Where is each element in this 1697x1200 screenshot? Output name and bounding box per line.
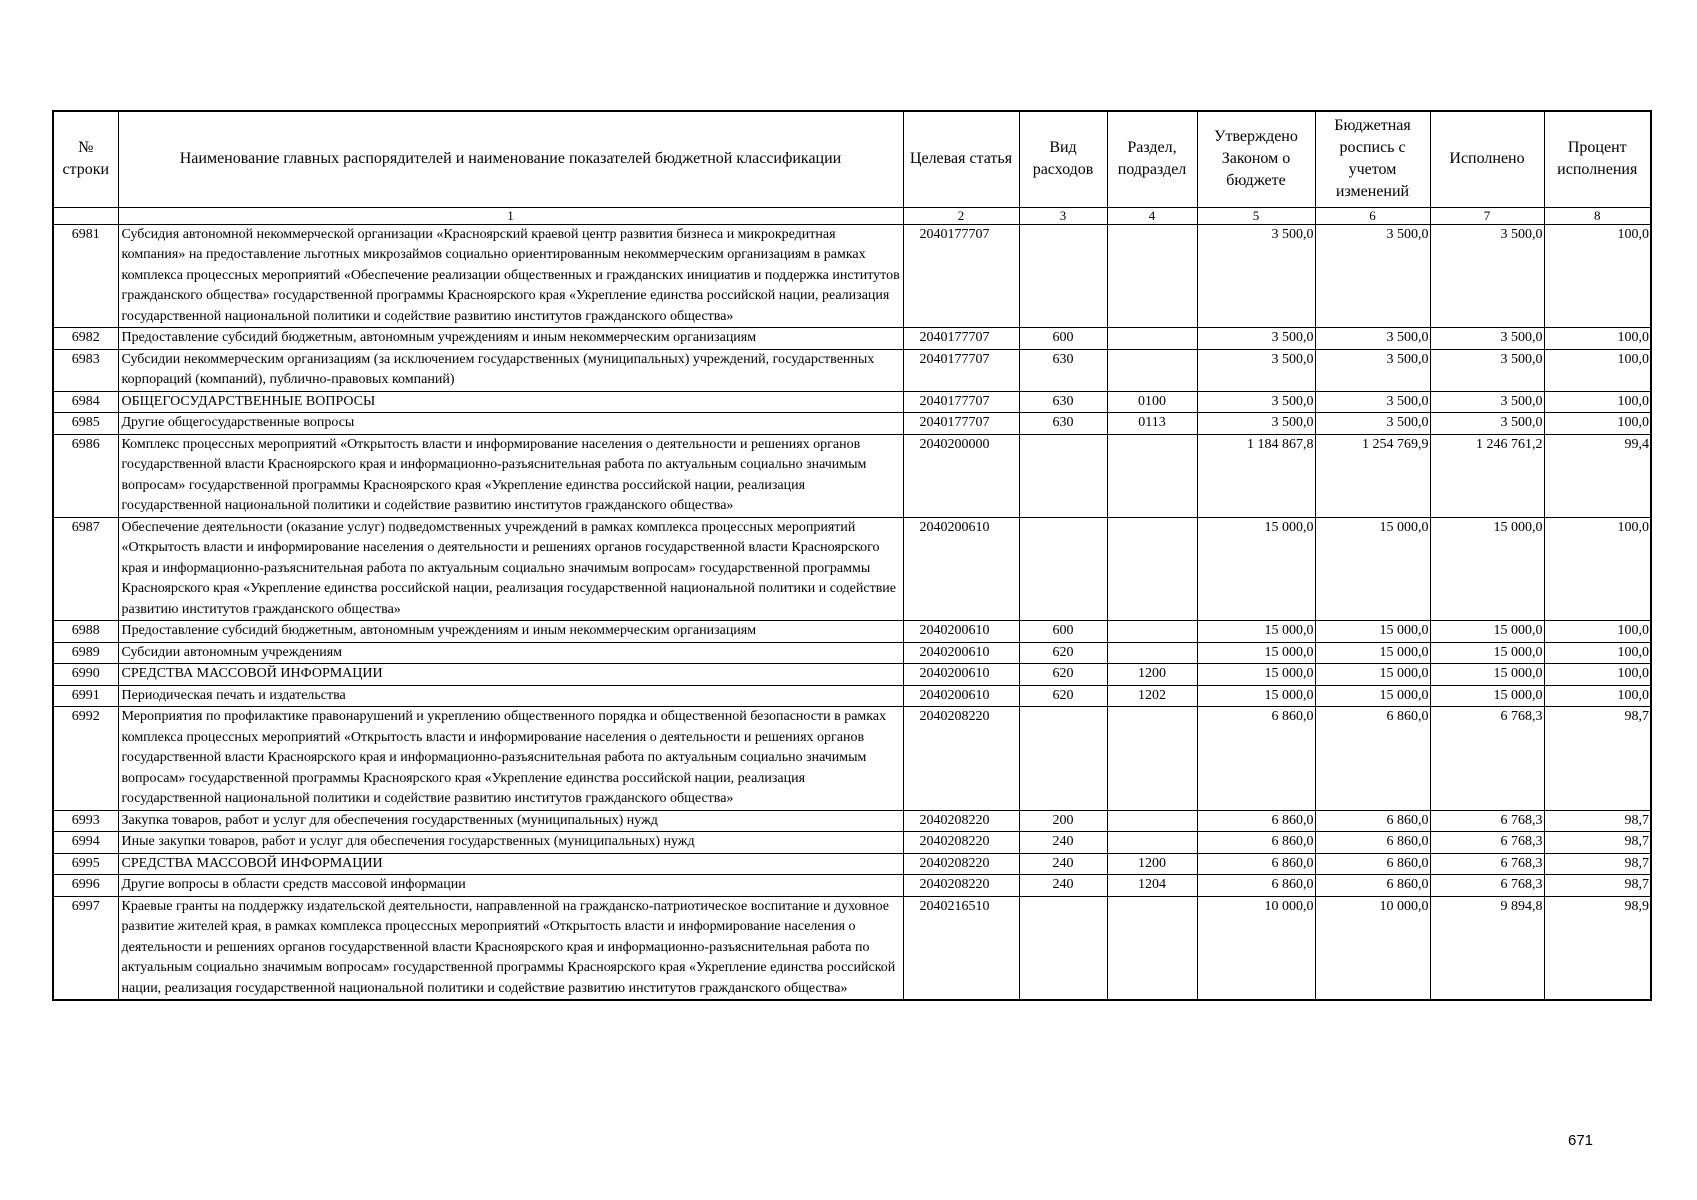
executed-amount-cell: 9 894,8: [1430, 896, 1544, 1000]
name-cell: Периодическая печать и издательства: [118, 685, 903, 707]
executed-amount-cell: 6 768,3: [1430, 810, 1544, 832]
header-row-number: № строки: [53, 111, 118, 207]
approved-amount-cell: 3 500,0: [1197, 328, 1315, 350]
name-cell: Другие общегосударственные вопросы: [118, 413, 903, 435]
target-article-cell: 2040208220: [903, 810, 1019, 832]
executed-amount-cell: 15 000,0: [1430, 621, 1544, 643]
percent-cell: 100,0: [1544, 664, 1651, 686]
name-cell: Мероприятия по профилактике правонарушений и укреплению общественного порядка и общественной безопасности в рамках комплекса процессных мероприятий «Открытость власти и информирование населения о деятельности и решениях органов государственной власти Красноярского края и информационно-разъяснительная работа по актуальным социально значимым вопросам» государственной программы Красноярского края «Укрепление единства российской нации, реализация государственной национальной политики и содействие развитию институтов гражданского общества»: [118, 707, 903, 811]
expense-kind-cell: 600: [1019, 621, 1107, 643]
expense-kind-cell: 200: [1019, 810, 1107, 832]
section-cell: 1204: [1107, 875, 1197, 897]
percent-cell: 100,0: [1544, 349, 1651, 391]
row-number-cell: 6995: [53, 853, 118, 875]
budget-amount-cell: 6 860,0: [1315, 853, 1430, 875]
expense-kind-cell: [1019, 434, 1107, 517]
row-number-cell: 6983: [53, 349, 118, 391]
column-number: 7: [1430, 207, 1544, 224]
approved-amount-cell: 3 500,0: [1197, 413, 1315, 435]
row-number-cell: 6986: [53, 434, 118, 517]
budget-amount-cell: 3 500,0: [1315, 328, 1430, 350]
table-row: [53, 413, 1651, 435]
table-row: [53, 896, 1651, 1000]
target-article-cell: 2040200610: [903, 685, 1019, 707]
executed-amount-cell: 1 246 761,2: [1430, 434, 1544, 517]
budget-amount-cell: 6 860,0: [1315, 832, 1430, 854]
executed-amount-cell: 3 500,0: [1430, 349, 1544, 391]
budget-amount-cell: 3 500,0: [1315, 391, 1430, 413]
header-name: Наименование главных распорядителей и наименование показателей бюджетной классификации: [118, 111, 903, 207]
target-article-cell: 2040208220: [903, 853, 1019, 875]
expense-kind-cell: 620: [1019, 685, 1107, 707]
table-row: [53, 391, 1651, 413]
executed-amount-cell: 6 768,3: [1430, 832, 1544, 854]
table-row: [53, 434, 1651, 517]
target-article-cell: 2040200610: [903, 621, 1019, 643]
target-article-cell: 2040208220: [903, 707, 1019, 811]
row-number-cell: 6985: [53, 413, 118, 435]
header-approved: Утверждено Законом о бюджете: [1197, 111, 1315, 207]
percent-cell: 98,9: [1544, 896, 1651, 1000]
expense-kind-cell: 620: [1019, 664, 1107, 686]
approved-amount-cell: 6 860,0: [1197, 832, 1315, 854]
percent-cell: 100,0: [1544, 391, 1651, 413]
column-number-row: [53, 207, 1651, 224]
name-cell: Краевые гранты на поддержку издательской деятельности, направленной на гражданско-патриотическое воспитание и духовное развитие жителей края, в рамках комплекса процессных мероприятий «Открытость власти и информирование населения о деятельности и решениях органов государственной власти Красноярского края и информационно-разъяснительная работа по актуальным социально значимым вопросам» государственной программы Красноярского края «Укрепление единства российской нации, реализация государственной национальной политики и содействие развитию институтов гражданского общества»: [118, 896, 903, 1000]
percent-cell: 99,4: [1544, 434, 1651, 517]
budget-amount-cell: 15 000,0: [1315, 621, 1430, 643]
executed-amount-cell: 3 500,0: [1430, 224, 1544, 328]
expense-kind-cell: 240: [1019, 853, 1107, 875]
name-cell: Обеспечение деятельности (оказание услуг) подведомственных учреждений в рамках комплекса процессных мероприятий «Открытость власти и информирование населения о деятельности и решениях органов государственной власти Красноярского края и информационно-разъяснительная работа по актуальным социально значимым вопросам» государственной программы Красноярского края «Укрепление единства российской нации, реализация государственной национальной политики и содействие развитию институтов гражданского общества»: [118, 517, 903, 621]
page-number: 671: [1568, 1132, 1594, 1149]
percent-cell: 100,0: [1544, 621, 1651, 643]
expense-kind-cell: [1019, 517, 1107, 621]
target-article-cell: 2040200610: [903, 664, 1019, 686]
table-row: [53, 642, 1651, 664]
approved-amount-cell: 6 860,0: [1197, 707, 1315, 811]
expense-kind-cell: [1019, 707, 1107, 811]
table-row: [53, 832, 1651, 854]
executed-amount-cell: 15 000,0: [1430, 664, 1544, 686]
budget-amount-cell: 3 500,0: [1315, 413, 1430, 435]
name-cell: Предоставление субсидий бюджетным, автономным учреждениям и иным некоммерческим организациям: [118, 621, 903, 643]
expense-kind-cell: 630: [1019, 349, 1107, 391]
table-row: [53, 875, 1651, 897]
column-number: 5: [1197, 207, 1315, 224]
row-number-cell: 6997: [53, 896, 118, 1000]
row-number-cell: 6992: [53, 707, 118, 811]
column-number: 4: [1107, 207, 1197, 224]
row-number-cell: 6989: [53, 642, 118, 664]
percent-cell: 100,0: [1544, 413, 1651, 435]
executed-amount-cell: 15 000,0: [1430, 642, 1544, 664]
executed-amount-cell: 15 000,0: [1430, 685, 1544, 707]
name-cell: Субсидии некоммерческим организациям (за исключением государственных (муниципальных) учреждений, государственных корпораций (компаний), публично-правовых компаний): [118, 349, 903, 391]
table-row: [53, 349, 1651, 391]
target-article-cell: 2040177707: [903, 391, 1019, 413]
percent-cell: 100,0: [1544, 328, 1651, 350]
header-budget-schedule: Бюджетная роспись с учетом изменений: [1315, 111, 1430, 207]
expense-kind-cell: 600: [1019, 328, 1107, 350]
table-row: [53, 328, 1651, 350]
section-cell: [1107, 434, 1197, 517]
expense-kind-cell: [1019, 896, 1107, 1000]
row-number-cell: 6988: [53, 621, 118, 643]
target-article-cell: 2040208220: [903, 875, 1019, 897]
budget-execution-table: [52, 110, 1652, 1001]
table-row: [53, 621, 1651, 643]
executed-amount-cell: 6 768,3: [1430, 853, 1544, 875]
approved-amount-cell: 3 500,0: [1197, 224, 1315, 328]
executed-amount-cell: 15 000,0: [1430, 517, 1544, 621]
section-cell: [1107, 642, 1197, 664]
section-cell: [1107, 832, 1197, 854]
table-row: [53, 517, 1651, 621]
section-cell: [1107, 224, 1197, 328]
target-article-cell: 2040177707: [903, 328, 1019, 350]
section-cell: [1107, 707, 1197, 811]
name-cell: Другие вопросы в области средств массовой информации: [118, 875, 903, 897]
table-header: [53, 111, 1651, 224]
column-number: [53, 207, 118, 224]
approved-amount-cell: 6 860,0: [1197, 810, 1315, 832]
header-percent: Процент исполнения: [1544, 111, 1651, 207]
section-cell: [1107, 517, 1197, 621]
row-number-cell: 6987: [53, 517, 118, 621]
target-article-cell: 2040177707: [903, 349, 1019, 391]
name-cell: СРЕДСТВА МАССОВОЙ ИНФОРМАЦИИ: [118, 853, 903, 875]
row-number-cell: 6993: [53, 810, 118, 832]
target-article-cell: 2040177707: [903, 413, 1019, 435]
expense-kind-cell: 240: [1019, 832, 1107, 854]
executed-amount-cell: 3 500,0: [1430, 413, 1544, 435]
row-number-cell: 6990: [53, 664, 118, 686]
approved-amount-cell: 6 860,0: [1197, 853, 1315, 875]
column-number: 8: [1544, 207, 1651, 224]
expense-kind-cell: 620: [1019, 642, 1107, 664]
approved-amount-cell: 3 500,0: [1197, 391, 1315, 413]
name-cell: СРЕДСТВА МАССОВОЙ ИНФОРМАЦИИ: [118, 664, 903, 686]
row-number-cell: 6991: [53, 685, 118, 707]
percent-cell: 98,7: [1544, 810, 1651, 832]
table-row: [53, 224, 1651, 328]
section-cell: [1107, 621, 1197, 643]
target-article-cell: 2040200000: [903, 434, 1019, 517]
section-cell: [1107, 810, 1197, 832]
header-expense-kind: Вид расходов: [1019, 111, 1107, 207]
row-number-cell: 6982: [53, 328, 118, 350]
name-cell: Закупка товаров, работ и услуг для обеспечения государственных (муниципальных) нужд: [118, 810, 903, 832]
name-cell: Субсидии автономным учреждениям: [118, 642, 903, 664]
name-cell: ОБЩЕГОСУДАРСТВЕННЫЕ ВОПРОСЫ: [118, 391, 903, 413]
target-article-cell: 2040208220: [903, 832, 1019, 854]
percent-cell: 98,7: [1544, 875, 1651, 897]
budget-amount-cell: 6 860,0: [1315, 810, 1430, 832]
executed-amount-cell: 3 500,0: [1430, 328, 1544, 350]
header-section: Раздел, подраздел: [1107, 111, 1197, 207]
budget-amount-cell: 3 500,0: [1315, 224, 1430, 328]
name-cell: Предоставление субсидий бюджетным, автономным учреждениям и иным некоммерческим организациям: [118, 328, 903, 350]
percent-cell: 100,0: [1544, 224, 1651, 328]
budget-amount-cell: 15 000,0: [1315, 664, 1430, 686]
expense-kind-cell: 630: [1019, 413, 1107, 435]
column-number: 6: [1315, 207, 1430, 224]
budget-table-container: [52, 110, 1650, 1001]
header-executed: Исполнено: [1430, 111, 1544, 207]
row-number-cell: 6994: [53, 832, 118, 854]
name-cell: Комплекс процессных мероприятий «Открытость власти и информирование населения о деятельности и решениях органов государственной власти Красноярского края и информационно-разъяснительная работа по актуальным социально значимым вопросам» государственной программы Красноярского края «Укрепление единства российской нации, реализация государственной национальной политики и содействие развитию институтов гражданского общества»: [118, 434, 903, 517]
table-row: [53, 810, 1651, 832]
percent-cell: 98,7: [1544, 707, 1651, 811]
approved-amount-cell: 1 184 867,8: [1197, 434, 1315, 517]
budget-amount-cell: 15 000,0: [1315, 517, 1430, 621]
section-cell: [1107, 328, 1197, 350]
approved-amount-cell: 3 500,0: [1197, 349, 1315, 391]
table-row: [53, 685, 1651, 707]
percent-cell: 100,0: [1544, 642, 1651, 664]
name-cell: Иные закупки товаров, работ и услуг для обеспечения государственных (муниципальных) нужд: [118, 832, 903, 854]
section-cell: 0113: [1107, 413, 1197, 435]
target-article-cell: 2040200610: [903, 642, 1019, 664]
section-cell: 0100: [1107, 391, 1197, 413]
approved-amount-cell: 15 000,0: [1197, 664, 1315, 686]
approved-amount-cell: 10 000,0: [1197, 896, 1315, 1000]
executed-amount-cell: 3 500,0: [1430, 391, 1544, 413]
expense-kind-cell: 240: [1019, 875, 1107, 897]
percent-cell: 100,0: [1544, 517, 1651, 621]
target-article-cell: 2040216510: [903, 896, 1019, 1000]
budget-amount-cell: 1 254 769,9: [1315, 434, 1430, 517]
budget-amount-cell: 15 000,0: [1315, 642, 1430, 664]
expense-kind-cell: [1019, 224, 1107, 328]
table-row: [53, 707, 1651, 811]
budget-amount-cell: 6 860,0: [1315, 875, 1430, 897]
executed-amount-cell: 6 768,3: [1430, 875, 1544, 897]
row-number-cell: 6984: [53, 391, 118, 413]
column-number: 1: [118, 207, 903, 224]
percent-cell: 100,0: [1544, 685, 1651, 707]
row-number-cell: 6996: [53, 875, 118, 897]
percent-cell: 98,7: [1544, 853, 1651, 875]
header-target-article: Целевая статья: [903, 111, 1019, 207]
row-number-cell: 6981: [53, 224, 118, 328]
column-number: 2: [903, 207, 1019, 224]
table-body: [53, 224, 1651, 1000]
budget-amount-cell: 15 000,0: [1315, 685, 1430, 707]
budget-amount-cell: 3 500,0: [1315, 349, 1430, 391]
approved-amount-cell: 15 000,0: [1197, 621, 1315, 643]
target-article-cell: 2040177707: [903, 224, 1019, 328]
table-row: [53, 853, 1651, 875]
section-cell: 1202: [1107, 685, 1197, 707]
approved-amount-cell: 15 000,0: [1197, 642, 1315, 664]
budget-amount-cell: 6 860,0: [1315, 707, 1430, 811]
section-cell: [1107, 349, 1197, 391]
expense-kind-cell: 630: [1019, 391, 1107, 413]
section-cell: 1200: [1107, 853, 1197, 875]
name-cell: Субсидия автономной некоммерческой организации «Красноярский краевой центр развития бизнеса и микрокредитная компания» на предоставление льготных микрозаймов социально ориентированным некоммерческим организациям в рамках комплекса процессных мероприятий «Обеспечение реализации общественных и гражданских инициатив и поддержка институтов гражданского общества» государственной программы Красноярского края «Укрепление единства российской нации, реализация государственной национальной политики и содействие развитию институтов гражданского общества»: [118, 224, 903, 328]
section-cell: 1200: [1107, 664, 1197, 686]
approved-amount-cell: 15 000,0: [1197, 517, 1315, 621]
percent-cell: 98,7: [1544, 832, 1651, 854]
budget-amount-cell: 10 000,0: [1315, 896, 1430, 1000]
approved-amount-cell: 6 860,0: [1197, 875, 1315, 897]
column-number: 3: [1019, 207, 1107, 224]
approved-amount-cell: 15 000,0: [1197, 685, 1315, 707]
table-row: [53, 664, 1651, 686]
target-article-cell: 2040200610: [903, 517, 1019, 621]
section-cell: [1107, 896, 1197, 1000]
executed-amount-cell: 6 768,3: [1430, 707, 1544, 811]
